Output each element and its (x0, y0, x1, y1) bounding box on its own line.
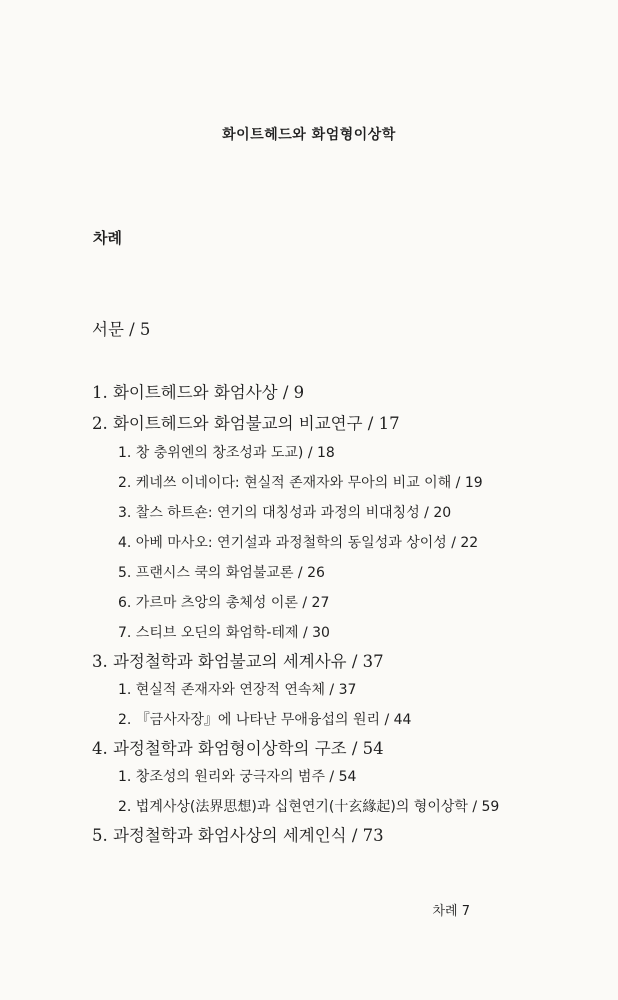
toc-entry-section: 5. 프랜시스 쿡의 화엄불교론 / 26 (118, 565, 325, 581)
toc-entry-section: 1. 창조성의 원리와 궁극자의 범주 / 54 (118, 769, 357, 785)
toc-heading: 차례 (93, 229, 122, 247)
toc-entry-section: 2. 케네쓰 이네이다: 현실적 존재자와 무아의 비교 이해 / 19 (118, 475, 483, 491)
page-footer: 차례 7 (432, 904, 470, 919)
book-title: 화이트헤드와 화엄형이상학 (222, 127, 396, 143)
toc-entry-section: 3. 찰스 하트숀: 연기의 대칭성과 과정의 비대칭성 / 20 (118, 505, 452, 521)
toc-entry-section: 1. 현실적 존재자와 연장적 연속체 / 37 (118, 682, 357, 698)
toc-entry-section: 2. 『금사자장』에 나타난 무애융섭의 원리 / 44 (118, 712, 412, 728)
toc-entry-chapter-4: 4. 과정철학과 화엄형이상학의 구조 / 54 (92, 739, 384, 758)
toc-entry-section: 2. 법계사상(法界思想)과 십현연기(十玄緣起)의 형이상학 / 59 (118, 799, 500, 815)
toc-entry-chapter-3: 3. 과정철학과 화엄불교의 세계사유 / 37 (92, 652, 384, 671)
toc-entry-section: 6. 가르마 츠앙의 총체성 이론 / 27 (118, 595, 330, 611)
toc-entry-preface: 서문 / 5 (92, 320, 151, 339)
toc-entry-chapter-1: 1. 화이트헤드와 화엄사상 / 9 (92, 383, 305, 402)
toc-entry-section: 4. 아베 마사오: 연기설과 과정철학의 동일성과 상이성 / 22 (118, 535, 479, 551)
toc-entry-section: 7. 스티브 오딘의 화엄학-테제 / 30 (118, 625, 330, 641)
toc-entry-section: 1. 창 충위엔의 창조성과 도교) / 18 (118, 445, 335, 461)
toc-entry-chapter-2: 2. 화이트헤드와 화엄불교의 비교연구 / 17 (92, 414, 400, 433)
toc-entry-chapter-5: 5. 과정철학과 화엄사상의 세계인식 / 73 (92, 826, 384, 845)
